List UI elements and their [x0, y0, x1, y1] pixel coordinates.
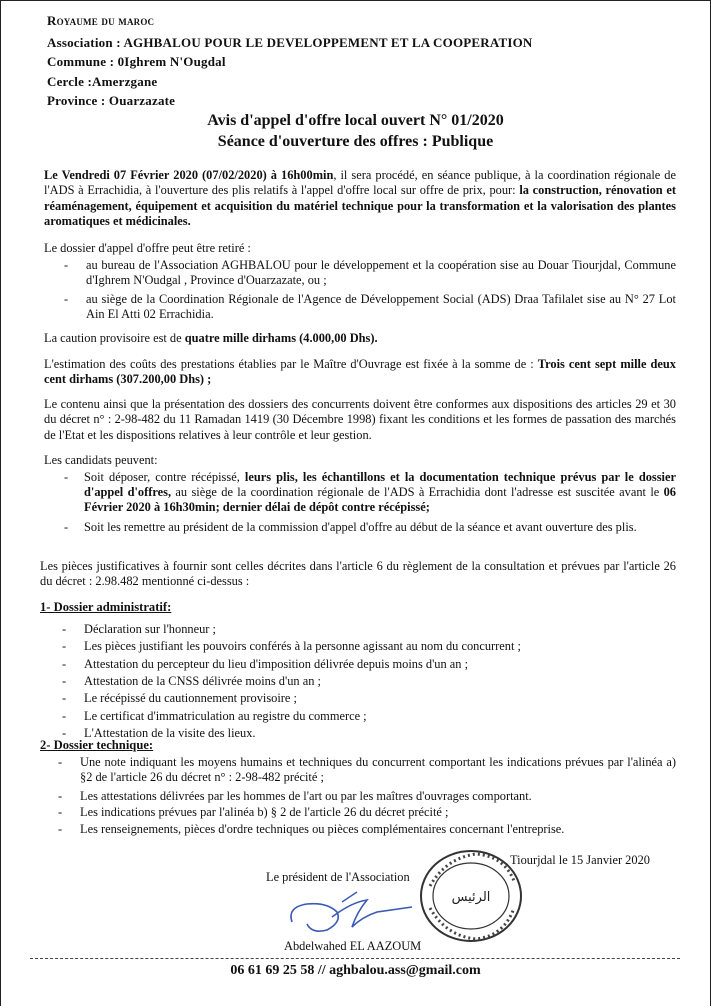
bullet-dash: - [58, 822, 63, 836]
candidats-item-1-a: Soit déposer, contre récépissé, [84, 470, 245, 484]
intro-paragraph [44, 168, 676, 230]
admin-heading: 1- Dossier administratif: [40, 600, 172, 614]
bullet-dash: - [62, 639, 67, 654]
stamp-seal [416, 846, 526, 946]
title-line1: Avis d'appel d'offre local ouvert N° 01/2020 [207, 112, 504, 129]
footer-separator [30, 958, 680, 959]
header-commune: Commune : 0Ighrem N'Ougdal [47, 54, 226, 69]
caution-text: La caution provisoire est de [44, 331, 185, 345]
header-cercle: Cercle :Amerzgane [47, 74, 158, 89]
admin-item: Les pièces justifiant les pouvoirs conférés à la personne agissant au nom du concurrent ; [84, 639, 521, 654]
candidats-item-1 [84, 470, 676, 515]
bullet-dash: - [62, 673, 67, 688]
intro-date: Le Vendredi 07 Février 2020 (07/02/2020) à 16h00min [44, 168, 334, 182]
retrait-item-1: au bureau de l'Association AGHBALOU pour le développement et la coopération sise au Douar Tiourjdal, Commune d'Ighrem N'Oudgal , Province d'Ouarzazate, ou ; [86, 258, 676, 287]
contenu-paragraph: Le contenu ainsi que la présentation des dossiers des concurrents doivent être conformes aux dispositions des articles 29 et 30 du décret n° : 2-98-482 du 11 Ramadan 1419 (30 Décembre 1998) fixant les conditions et les formes de passation des marchés de l'Etat et les dispositions relatives à leur contrôle et leur gestion. [44, 397, 676, 442]
header-kingdom: Royaume du maroc [47, 13, 155, 28]
candidats-lead: Les candidats peuvent: [44, 453, 158, 467]
estimation-amount: Trois cent sept mille deux cent dirhams (307.200,00 Dhs) ; [44, 357, 677, 387]
candidats-item-1-c: au siège de la coordination régionale de l'ADS à Errachidia dont l'adresse est suscitée avant le [171, 485, 664, 499]
tech-item-1: Une note indiquant les moyens humains et techniques du concurrent comportant les indications prévues par l'alinéa a) §2 de l'article 26 du décret n° : 2-98-482 précité ; [80, 755, 676, 784]
bullet-dash: - [58, 755, 63, 769]
bullet-dash: - [64, 292, 69, 306]
president-name: Abdelwahed EL AAZOUM [284, 939, 422, 953]
caution-amount: quatre mille dirhams (4.000,00 Dhs). [184, 331, 378, 345]
president-label: Le président de l'Association [266, 870, 410, 884]
intro-object: la construction, rénovation et réaménagement, équipement et acquisition du matériel technique pour la transformation et la valorisation des plantes aromatiques et médicinales. [44, 183, 676, 229]
retrait-item-2: au siège de la Coordination Régionale de l'Agence de Développement Social (ADS) Draa Tafilalet sise au N° 27 Lot Ain El Atti 02 Errachidia. [86, 292, 676, 321]
bullet-dash: - [62, 622, 67, 636]
handwritten-signature [282, 882, 422, 942]
bullet-dash: - [62, 725, 67, 740]
admin-item: Le certificat d'immatriculation au registre du commerce ; [84, 708, 367, 723]
estimation-text: L'estimation des coûts des prestations établies par le Maître d'Ouvrage est fixée à la somme de : [44, 357, 538, 371]
admin-item: Le récépissé du cautionnement provisoire ; [84, 691, 297, 706]
caution-paragraph [44, 331, 676, 346]
bullet-dash: - [64, 520, 69, 534]
tech-item-3: Les indications prévues par l'alinéa b) § 2 de l'article 26 du décret précité ; [80, 805, 449, 819]
bullet-dash: - [64, 258, 69, 272]
header-province: Province : Ouarzazate [47, 93, 176, 108]
bullet-dash: - [62, 656, 67, 671]
estimation-paragraph [44, 357, 676, 388]
bullet-dash: - [58, 789, 63, 803]
admin-item: L'Attestation de la visite des lieux. [84, 725, 256, 740]
page-border-top [0, 0, 711, 1]
bullet-dash: - [58, 805, 63, 819]
candidats-item-2: Soit les remettre au président de la commission d'appel d'offre au début de la séance et avant ouverture des plis. [84, 520, 637, 534]
candidats-item-1-b: leurs plis, les échantillons et la documentation technique prévus par le dossier d'appel d'offres, [84, 470, 676, 499]
intro-rest: , il sera procédé, en séance publique, à la coordination régionale de l'ADS à Errachidia, à l'ouverture des plis relatifs à l'appel d'offre local sur offre de prix, pour: [44, 168, 676, 198]
admin-item: Attestation du percepteur du lieu d'imposition délivrée depuis moins d'un an ; [84, 656, 469, 671]
tech-item-4: Les renseignements, pièces d'ordre techniques ou pièces complémentaires concernant l'entreprise. [80, 822, 565, 836]
bullet-dash: - [64, 470, 69, 484]
bullet-dash: - [62, 708, 67, 723]
admin-item: Déclaration sur l'honneur ; [84, 622, 216, 636]
retrait-lead: Le dossier d'appel d'offre peut être retiré : [44, 241, 251, 255]
stamp-center-text: الرئيس [451, 890, 491, 905]
header-association: Association : AGHBALOU POUR LE DEVELOPPEMENT ET LA COOPERATION [47, 35, 533, 50]
title-line2: Séance d'ouverture des offres : Publique [217, 133, 494, 150]
place-date: Tiourjdal le 15 Janvier 2020 [510, 853, 650, 867]
bullet-dash: - [62, 691, 67, 706]
tech-heading: 2- Dossier technique: [40, 738, 154, 752]
pieces-paragraph: Les pièces justificatives à fournir sont celles décrites dans l'article 6 du règlement de la consultation et prévues par l'article 26 du décret : 2.98.482 mentionné ci-dessus : [40, 559, 676, 589]
admin-item: Attestation de la CNSS délivrée moins d'un an ; [84, 673, 321, 688]
tech-item-2: Les attestations délivrées par les hommes de l'art ou par les maîtres d'ouvrages comportant. [80, 789, 532, 803]
candidats-item-1-d: 06 Février 2020 à 16h30min; dernier délai de dépôt contre récépissé; [84, 485, 676, 514]
footer-contact: 06 61 69 25 58 // aghbalou.ass@gmail.com [230, 963, 481, 978]
